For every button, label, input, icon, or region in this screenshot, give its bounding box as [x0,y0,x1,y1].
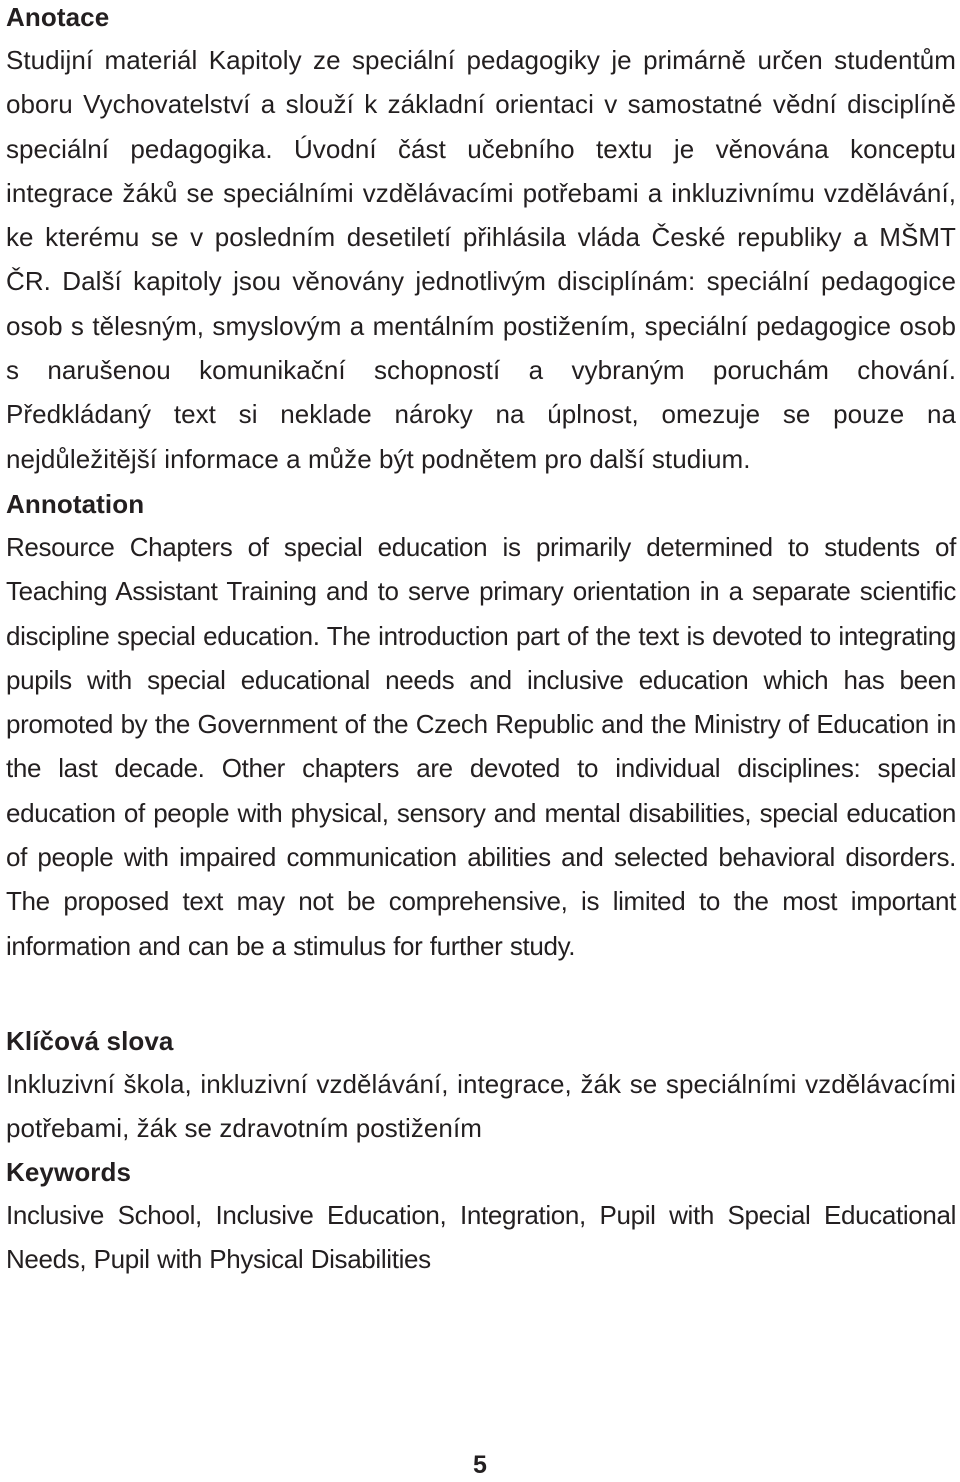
page-number: 5 [473,1451,487,1479]
keywords-heading: Keywords [6,1156,132,1187]
document-page [6,0,956,1281]
klicova-slova-paragraph: Inkluzivní škola, inkluzivní vzdělávání, integrace, žák se speciálními vzdělávacími potřebami, žák se zdravotním postižením [6,1068,956,1144]
annotation-paragraph: Resource Chapters of special education is primarily determined to students of Teaching Assistant Training and to serve primary orientation in a separate scientific discipline special education. The introduction part of the text is devoted to integrating pupils with special educational needs and inclusive education which has been promoted by the Government of the Czech Republic and the Ministry of Education in the last decade. Other chapters are devoted to individual disciplines: special education of people with physical, sensory and mental disabilities, special education of people with impaired communication abilities and selected behavioral disorders. The proposed text may not be comprehensive, is limited to the most important information and can be a stimulus for further study. [6,531,956,961]
anotace-paragraph: Studijní materiál Kapitoly ze speciální pedagogiky je primárně určen studentům oboru Vychovatelství a slouží k základní orientaci v samostatné vědní disciplíně speciální pedagogika. Úvodní část učebního textu je věnována konceptu integrace žáků se speciálními vzdělávacími potřebami a inkluzivnímu vzdělávání, ke kterému se v posledním desetiletí přihlásila vláda České republiky a MŠMT ČR. Další kapitoly jsou věnovány jednotlivým disciplínám: speciální pedagogice osob s tělesným, smyslovým a mentálním postižením, speciální pedagogice osob s narušenou komunikační schopností a vybraným poruchám chování. Předkládaný text si neklade nároky na úplnost, omezuje se pouze na nejdůležitější informace a může být podnětem pro další studium. [6,45,956,474]
annotation-heading: Annotation [6,488,145,519]
anotace-heading: Anotace [6,2,110,32]
klicova-slova-heading: Klíčová slova [6,1025,174,1056]
keywords-paragraph: Inclusive School, Inclusive Education, Integration, Pupil with Special Educational Needs, Pupil with Physical Disabilities [6,1199,956,1274]
